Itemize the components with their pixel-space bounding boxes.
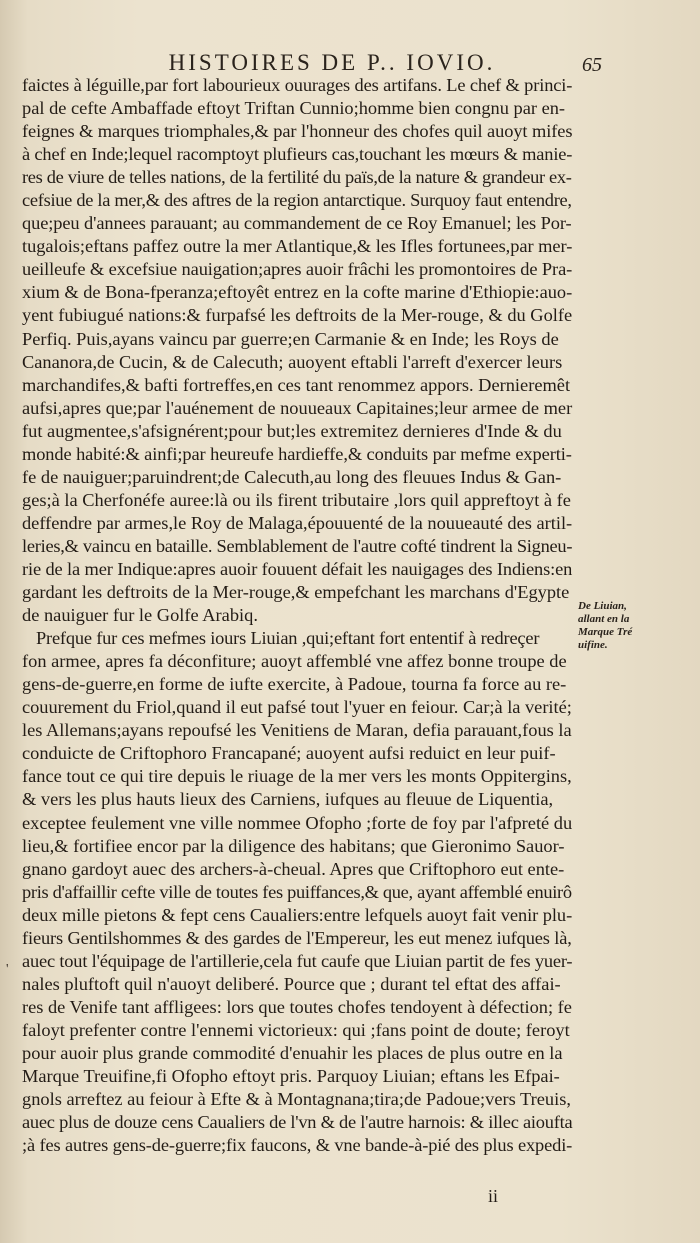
text-line: gardant les deftroits de la Mer-rouge,& empefchant les marchans d'Egypte — [22, 582, 570, 603]
text-line: res de Venife tant affligees: lors que toutes chofes tendoyent à défection; fe — [22, 996, 572, 1017]
text-line: faictes à léguille,par fort labourieux ouurages des artifans. Le chef & princi- — [22, 75, 573, 95]
text-line: cefsiue de la mer,& des aftres de la region antarctique. Surquoy faut entendre, — [22, 190, 572, 211]
text-line: exceptee feulement vne ville nommee Ofopho ;forte de foy par l'afpreté du — [22, 812, 573, 833]
text-line: à chef en Inde;lequel racomptoyt plufieurs cas,touchant les mœurs & manie- — [22, 144, 573, 165]
text-line: gnols arreftez au feiour à Efte & à Montagnana;tira;de Padoue;vers Treuis, — [22, 1089, 571, 1110]
signature-mark: ii — [488, 1186, 499, 1206]
marginal-note-line: allant en la — [578, 613, 630, 625]
running-title: HISTOIRES DE P.. IOVIO. — [168, 50, 496, 75]
text-line: Marque Treuifine,fi Ofopho eftoyt pris. Parquoy Liuian; eftans les Efpai- — [22, 1066, 560, 1087]
marginal-note-line: uifine. — [578, 639, 608, 651]
text-line: gens-de-guerre,en forme de iufte exercite, à Padoue, tourna fa force au re- — [22, 674, 567, 695]
text-line: fe de nauiguer;paruindrent;de Calecuth,au long des fleuues Indus & Gan- — [22, 466, 562, 487]
text-line: faloyt prefenter contre l'ennemi victorieux: qui ;fans point de doute; feroyt — [22, 1019, 570, 1040]
text-line: gnano gardoyt auec des archers-à-cheual. Apres que Criftophoro eut ente- — [22, 858, 565, 879]
text-line: ges;à la Cherfonéfe auree:là ou ils firent tributaire ,lors quil appreftoyt à fe — [22, 489, 571, 510]
marginal-note — [578, 600, 673, 652]
text-line: Prefque fur ces mefmes iours Liuian ,qui;eftant fort ententif à redreçer — [36, 628, 540, 649]
text-line: fieurs Gentilshommes & des gardes de l'Empereur, les eut menez iufques là, — [22, 927, 572, 948]
text-line: tugalois;eftans paffez outre la mer Atlantique,& les Ifles fortunees,par mer- — [22, 236, 573, 257]
text-line: ;à fes autres gens-de-guerre;fix faucons, & vne bande-à-pié des plus expedi- — [22, 1135, 573, 1156]
text-line: nales pluftoft quil n'auoyt deliberé. Pource que ; durant tel eftat des affai- — [22, 973, 561, 994]
main-text-block — [22, 74, 572, 1157]
text-line: Cananora,de Cucin, & de Calecuth; auoyent eftabli l'arreft d'exercer leurs — [22, 351, 563, 372]
marginal-note-line: Marque Tré — [578, 626, 633, 638]
text-line: fance tout ce qui tire depuis le riuage de la mer vers les monts Oppitergins, — [22, 766, 572, 787]
text-line: auec tout l'équipage de l'artillerie,cela fut caufe que Liuian partit de fes yuer- — [22, 950, 573, 971]
text-line: rie de la mer Indique:apres auoir fouuent défait les nauigages des Indiens:en — [22, 558, 573, 579]
text-line: lieu,& fortifiee encor par la diligence des habitans; que Gieronimo Sauor- — [22, 835, 565, 856]
text-line: fut augmentee,s'afsignérent;pour but;les extremitez dernieres d'Inde & du — [22, 420, 562, 441]
text-line: auec plus de douze cens Caualiers de l'vn & de l'autre harnois: & illec aioufta — [22, 1112, 573, 1133]
text-line: marchandifes,& bafti fortreffes,en ces tant renommez appors. Dernieremêt — [22, 374, 571, 395]
text-line: yent fubiugué nations:& furpafsé les deftroits de la Mer-rouge, & du Golfe — [22, 305, 573, 326]
text-line: de nauiguer fur le Golfe Arabiq. — [22, 605, 258, 626]
text-line: fon armee, apres fa déconfiture; auoyt affemblé vne affez bonne troupe de — [22, 651, 567, 672]
marginal-note-line: De Liuian, — [578, 600, 627, 612]
page-number: 65 — [582, 54, 602, 76]
text-line: deffendre par armes,le Roy de Malaga,épouuenté de la nouueauté des artil- — [22, 512, 573, 533]
text-line: pal de cefte Ambaffade eftoyt Triftan Cunnio;homme bien congnu par en- — [22, 98, 566, 119]
text-line: pris d'affaillir cefte ville de toutes fes puiffances,& que, ayant affemblé enuirô — [22, 881, 572, 902]
text-line: leries,& vaincu en bataille. Semblablement de l'autre cofté tindrent la Signeu- — [22, 535, 573, 556]
text-line: Perfiq. Puis,ayans vaincu par guerre;en Carmanie & en Inde; les Roys de — [22, 328, 559, 349]
text-line: feignes & marques triomphales,& par l'honneur des chofes quil auoyt mifes — [22, 121, 573, 142]
text-line: xium & de Bona-fperanza;eftoyêt entrez en la cofte marine d'Ethiopie:auo- — [22, 282, 573, 303]
text-line: deux mille pietons & fept cens Caualiers:entre lefquels auoyt fait venir plu- — [22, 904, 573, 925]
text-line: & vers les plus hauts lieux des Carniens, iufques au fleuue de Liquentia, — [22, 789, 554, 810]
text-line: ueilleufe & excefsiue nauigation;apres auoir frâchi les promontoires de Pra- — [22, 259, 573, 280]
text-line: conduicte de Criftophoro Francapané; auoyent aufsi reduict en leur puif- — [22, 743, 556, 764]
text-line: que;peu d'annees parauant; au commandement de ce Roy Emanuel; les Por- — [22, 213, 572, 234]
text-line: les Allemans;ayans repoufsé les Venitiens de Maran, defia parauant,fous la — [22, 720, 572, 741]
text-line: monde habité:& ainfi;par heureufe hardieffe,& conduits par mefme experti- — [22, 443, 572, 464]
text-line: couurement du Friol,quand il eut pafsé tout l'yuer en feiour. Car;à la verité; — [22, 697, 572, 718]
margin-mark: ' — [6, 962, 9, 977]
text-line: pour auoir plus grande commodité d'enuahir les places de plus outre en la — [22, 1042, 563, 1063]
text-line: aufsi,apres que;par l'auénement de nouueaux Capitaines;leur armee de mer — [22, 397, 573, 418]
text-line: res de viure de telles nations, de la fertilité du païs,de la nature & grandeur ex- — [22, 167, 572, 188]
